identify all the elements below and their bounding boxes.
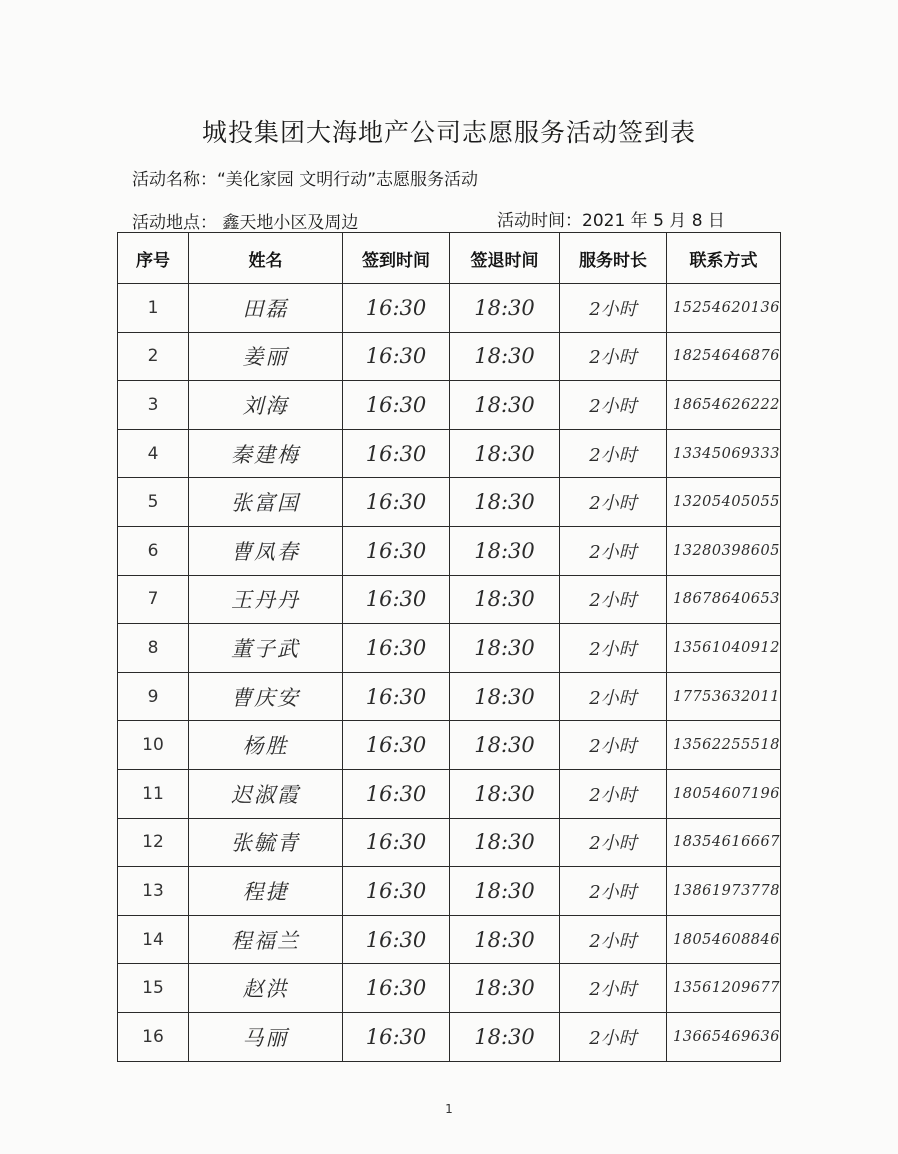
page-number: 1 (445, 1102, 453, 1116)
sign-out-time: 18:30 (450, 915, 560, 964)
contact-phone: 17753632011 (667, 672, 781, 721)
row-number: 3 (118, 381, 189, 430)
sign-out-time: 18:30 (450, 672, 560, 721)
sign-out-time: 18:30 (450, 624, 560, 673)
service-duration: 2小时 (560, 964, 667, 1013)
row-number: 7 (118, 575, 189, 624)
volunteer-name: 赵洪 (189, 964, 343, 1013)
contact-phone: 13861973778 (667, 867, 781, 916)
sign-in-time: 16:30 (343, 769, 450, 818)
service-duration: 2小时 (560, 818, 667, 867)
row-number: 2 (118, 332, 189, 381)
sign-out-time: 18:30 (450, 429, 560, 478)
activity-time: 活动时间：2021 年 5 月 8 日 (497, 211, 725, 231)
sign-in-time: 16:30 (343, 818, 450, 867)
volunteer-name: 程捷 (189, 867, 343, 916)
table-row (118, 624, 781, 673)
sign-out-time: 18:30 (450, 721, 560, 770)
sign-in-time: 16:30 (343, 964, 450, 1013)
sign-out-time: 18:30 (450, 381, 560, 430)
volunteer-name: 张富国 (189, 478, 343, 527)
service-duration: 2小时 (560, 867, 667, 916)
volunteer-name: 董子武 (189, 624, 343, 673)
attendance-table (117, 232, 781, 1062)
sign-in-time: 16:30 (343, 284, 450, 333)
sign-out-time: 18:30 (450, 1012, 560, 1061)
table-header-row (118, 233, 781, 284)
row-number: 16 (118, 1012, 189, 1061)
sign-in-time: 16:30 (343, 429, 450, 478)
row-number: 5 (118, 478, 189, 527)
sign-out-time: 18:30 (450, 332, 560, 381)
table-row (118, 1012, 781, 1061)
sign-out-time: 18:30 (450, 818, 560, 867)
row-number: 4 (118, 429, 189, 478)
volunteer-name: 王丹丹 (189, 575, 343, 624)
sign-in-time: 16:30 (343, 332, 450, 381)
table-row (118, 672, 781, 721)
sign-out-time: 18:30 (450, 964, 560, 1013)
table-body (118, 284, 781, 1062)
sign-out-time: 18:30 (450, 284, 560, 333)
contact-phone: 13665469636 (667, 1012, 781, 1061)
volunteer-name: 秦建梅 (189, 429, 343, 478)
service-duration: 2小时 (560, 575, 667, 624)
service-duration: 2小时 (560, 478, 667, 527)
sign-out-time: 18:30 (450, 526, 560, 575)
service-duration: 2小时 (560, 526, 667, 575)
header-sign-in-time: 签到时间 (343, 233, 450, 284)
contact-phone: 13562255518 (667, 721, 781, 770)
header-contact: 联系方式 (667, 233, 781, 284)
table-row (118, 478, 781, 527)
row-number: 9 (118, 672, 189, 721)
sign-in-time: 16:30 (343, 1012, 450, 1061)
sign-out-time: 18:30 (450, 478, 560, 527)
contact-phone: 18254646876 (667, 332, 781, 381)
volunteer-name: 迟淑霞 (189, 769, 343, 818)
volunteer-name: 杨胜 (189, 721, 343, 770)
table-row (118, 429, 781, 478)
row-number: 13 (118, 867, 189, 916)
volunteer-name: 曹庆安 (189, 672, 343, 721)
sign-in-time: 16:30 (343, 624, 450, 673)
table-row (118, 721, 781, 770)
row-number: 6 (118, 526, 189, 575)
sign-in-time: 16:30 (343, 478, 450, 527)
sign-in-time: 16:30 (343, 575, 450, 624)
service-duration: 2小时 (560, 721, 667, 770)
table-row (118, 964, 781, 1013)
contact-phone: 18054607196 (667, 769, 781, 818)
sign-out-time: 18:30 (450, 867, 560, 916)
contact-phone: 13561040912 (667, 624, 781, 673)
service-duration: 2小时 (560, 332, 667, 381)
table-row (118, 526, 781, 575)
table-row (118, 915, 781, 964)
contact-phone: 18654626222 (667, 381, 781, 430)
sign-out-time: 18:30 (450, 769, 560, 818)
contact-phone: 18054608846 (667, 915, 781, 964)
row-number: 10 (118, 721, 189, 770)
volunteer-name: 刘海 (189, 381, 343, 430)
contact-phone: 13345069333 (667, 429, 781, 478)
service-duration: 2小时 (560, 624, 667, 673)
table-row (118, 818, 781, 867)
contact-phone: 15254620136 (667, 284, 781, 333)
table-row (118, 332, 781, 381)
service-duration: 2小时 (560, 284, 667, 333)
contact-phone: 13280398605 (667, 526, 781, 575)
row-number: 8 (118, 624, 189, 673)
service-duration: 2小时 (560, 672, 667, 721)
header-name: 姓名 (189, 233, 343, 284)
contact-phone: 18354616667 (667, 818, 781, 867)
row-number: 11 (118, 769, 189, 818)
volunteer-name: 张毓青 (189, 818, 343, 867)
table-row (118, 867, 781, 916)
header-sign-out-time: 签退时间 (450, 233, 560, 284)
service-duration: 2小时 (560, 381, 667, 430)
volunteer-name: 马丽 (189, 1012, 343, 1061)
table-row (118, 575, 781, 624)
sign-in-time: 16:30 (343, 721, 450, 770)
contact-phone: 18678640653 (667, 575, 781, 624)
row-number: 1 (118, 284, 189, 333)
sign-in-time: 16:30 (343, 867, 450, 916)
sign-in-time: 16:30 (343, 526, 450, 575)
service-duration: 2小时 (560, 915, 667, 964)
row-number: 12 (118, 818, 189, 867)
sign-out-time: 18:30 (450, 575, 560, 624)
service-duration: 2小时 (560, 769, 667, 818)
volunteer-name: 姜丽 (189, 332, 343, 381)
volunteer-name: 曹凤春 (189, 526, 343, 575)
service-duration: 2小时 (560, 429, 667, 478)
volunteer-name: 田磊 (189, 284, 343, 333)
table-row (118, 769, 781, 818)
contact-phone: 13561209677 (667, 964, 781, 1013)
sign-in-time: 16:30 (343, 915, 450, 964)
row-number: 15 (118, 964, 189, 1013)
activity-name: 活动名称：“美化家园 文明行动”志愿服务活动 (132, 170, 479, 190)
sign-in-time: 16:30 (343, 672, 450, 721)
volunteer-name: 程福兰 (189, 915, 343, 964)
sign-in-time: 16:30 (343, 381, 450, 430)
header-service-duration: 服务时长 (560, 233, 667, 284)
activity-place: 活动地点： 鑫天地小区及周边 (132, 213, 359, 233)
table-row (118, 284, 781, 333)
row-number: 14 (118, 915, 189, 964)
document-title: 城投集团大海地产公司志愿服务活动签到表 (201, 118, 696, 147)
service-duration: 2小时 (560, 1012, 667, 1061)
table-row (118, 381, 781, 430)
contact-phone: 13205405055 (667, 478, 781, 527)
header-number: 序号 (118, 233, 189, 284)
